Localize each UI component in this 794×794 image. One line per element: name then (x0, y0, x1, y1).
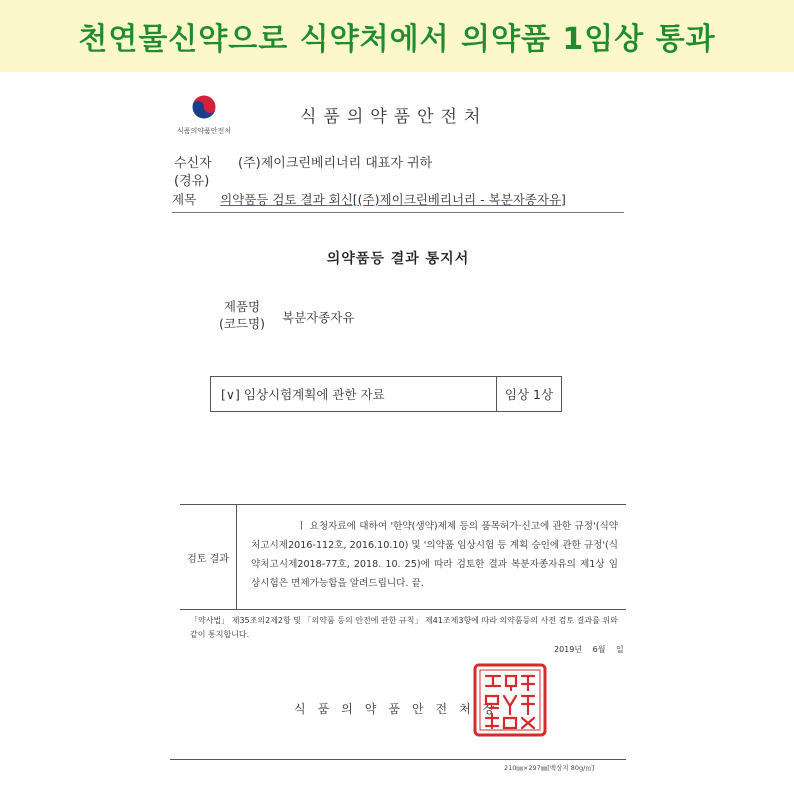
review-item-table (210, 376, 562, 412)
review-result-text: ㅣ 요청자료에 대하여 '한약(생약)제제 등의 품목허가·신고에 관한 규정'(식약처고시제2016-112호, 2016.10.10) 및 '의약품 임상시험 등 계획 승인에 관한 규정'(식약처고시제2018-77호, 2018. 10. 25)에 따라 검토한 결과 복분자종자유의 제1상 임상시험은 면제가능함을 알려드립니다. 끝. (251, 521, 618, 589)
subject-value: 의약품등 검토 결과 회신[(주)제이크린베리너리 - 복분자종자유] (220, 192, 566, 207)
legal-footnote: 「약사법」 제35조의2제2항 및 「의약품 등의 안전에 관한 규칙」 제41조제3항에 따라 의약품등의 사전 검토 결과를 위와 같이 통지합니다. (190, 616, 618, 639)
paper-size-note: 210㎜×297㎜[백상지 80g/㎡] (504, 764, 595, 772)
review-result-table (180, 504, 626, 610)
review-item-text: [∨] 임상시험계획에 관한 자료 (211, 377, 497, 411)
title-banner (0, 0, 794, 72)
ministry-logo (176, 94, 232, 136)
notice-heading: 의약품등 결과 통지서 (326, 251, 470, 267)
banner-title: 천연물신약으로 식약처에서 의약품 1임상 통과 (78, 22, 716, 57)
product-label-name: 제품명 (223, 299, 261, 314)
product-value: 복분자종자유 (282, 310, 355, 325)
via-label: (경유) (174, 174, 210, 189)
footer-divider (170, 759, 626, 760)
logo-caption: 식품의약품안전처 (176, 127, 232, 135)
organization-title: 식품의약품안전처 (300, 107, 488, 127)
issue-date: 2019년 6월 일 (554, 645, 624, 654)
official-seal-icon (472, 662, 548, 738)
review-result-label: 검토 결과 (180, 505, 237, 609)
product-label-code: (코드명) (219, 316, 265, 331)
subject-label: 제목 (172, 192, 197, 207)
subject-row (172, 190, 624, 213)
recipient-value: (주)제이크린베리너리 대표자 귀하 (238, 156, 433, 171)
issuer-name: 식품의약품안전처장 (294, 702, 507, 716)
taegeuk-emblem-icon (191, 94, 217, 120)
recipient-label: 수신자 (174, 156, 212, 171)
product-label (212, 298, 272, 332)
review-item-phase: 임상 1상 (504, 387, 554, 402)
notice-document (170, 88, 626, 778)
